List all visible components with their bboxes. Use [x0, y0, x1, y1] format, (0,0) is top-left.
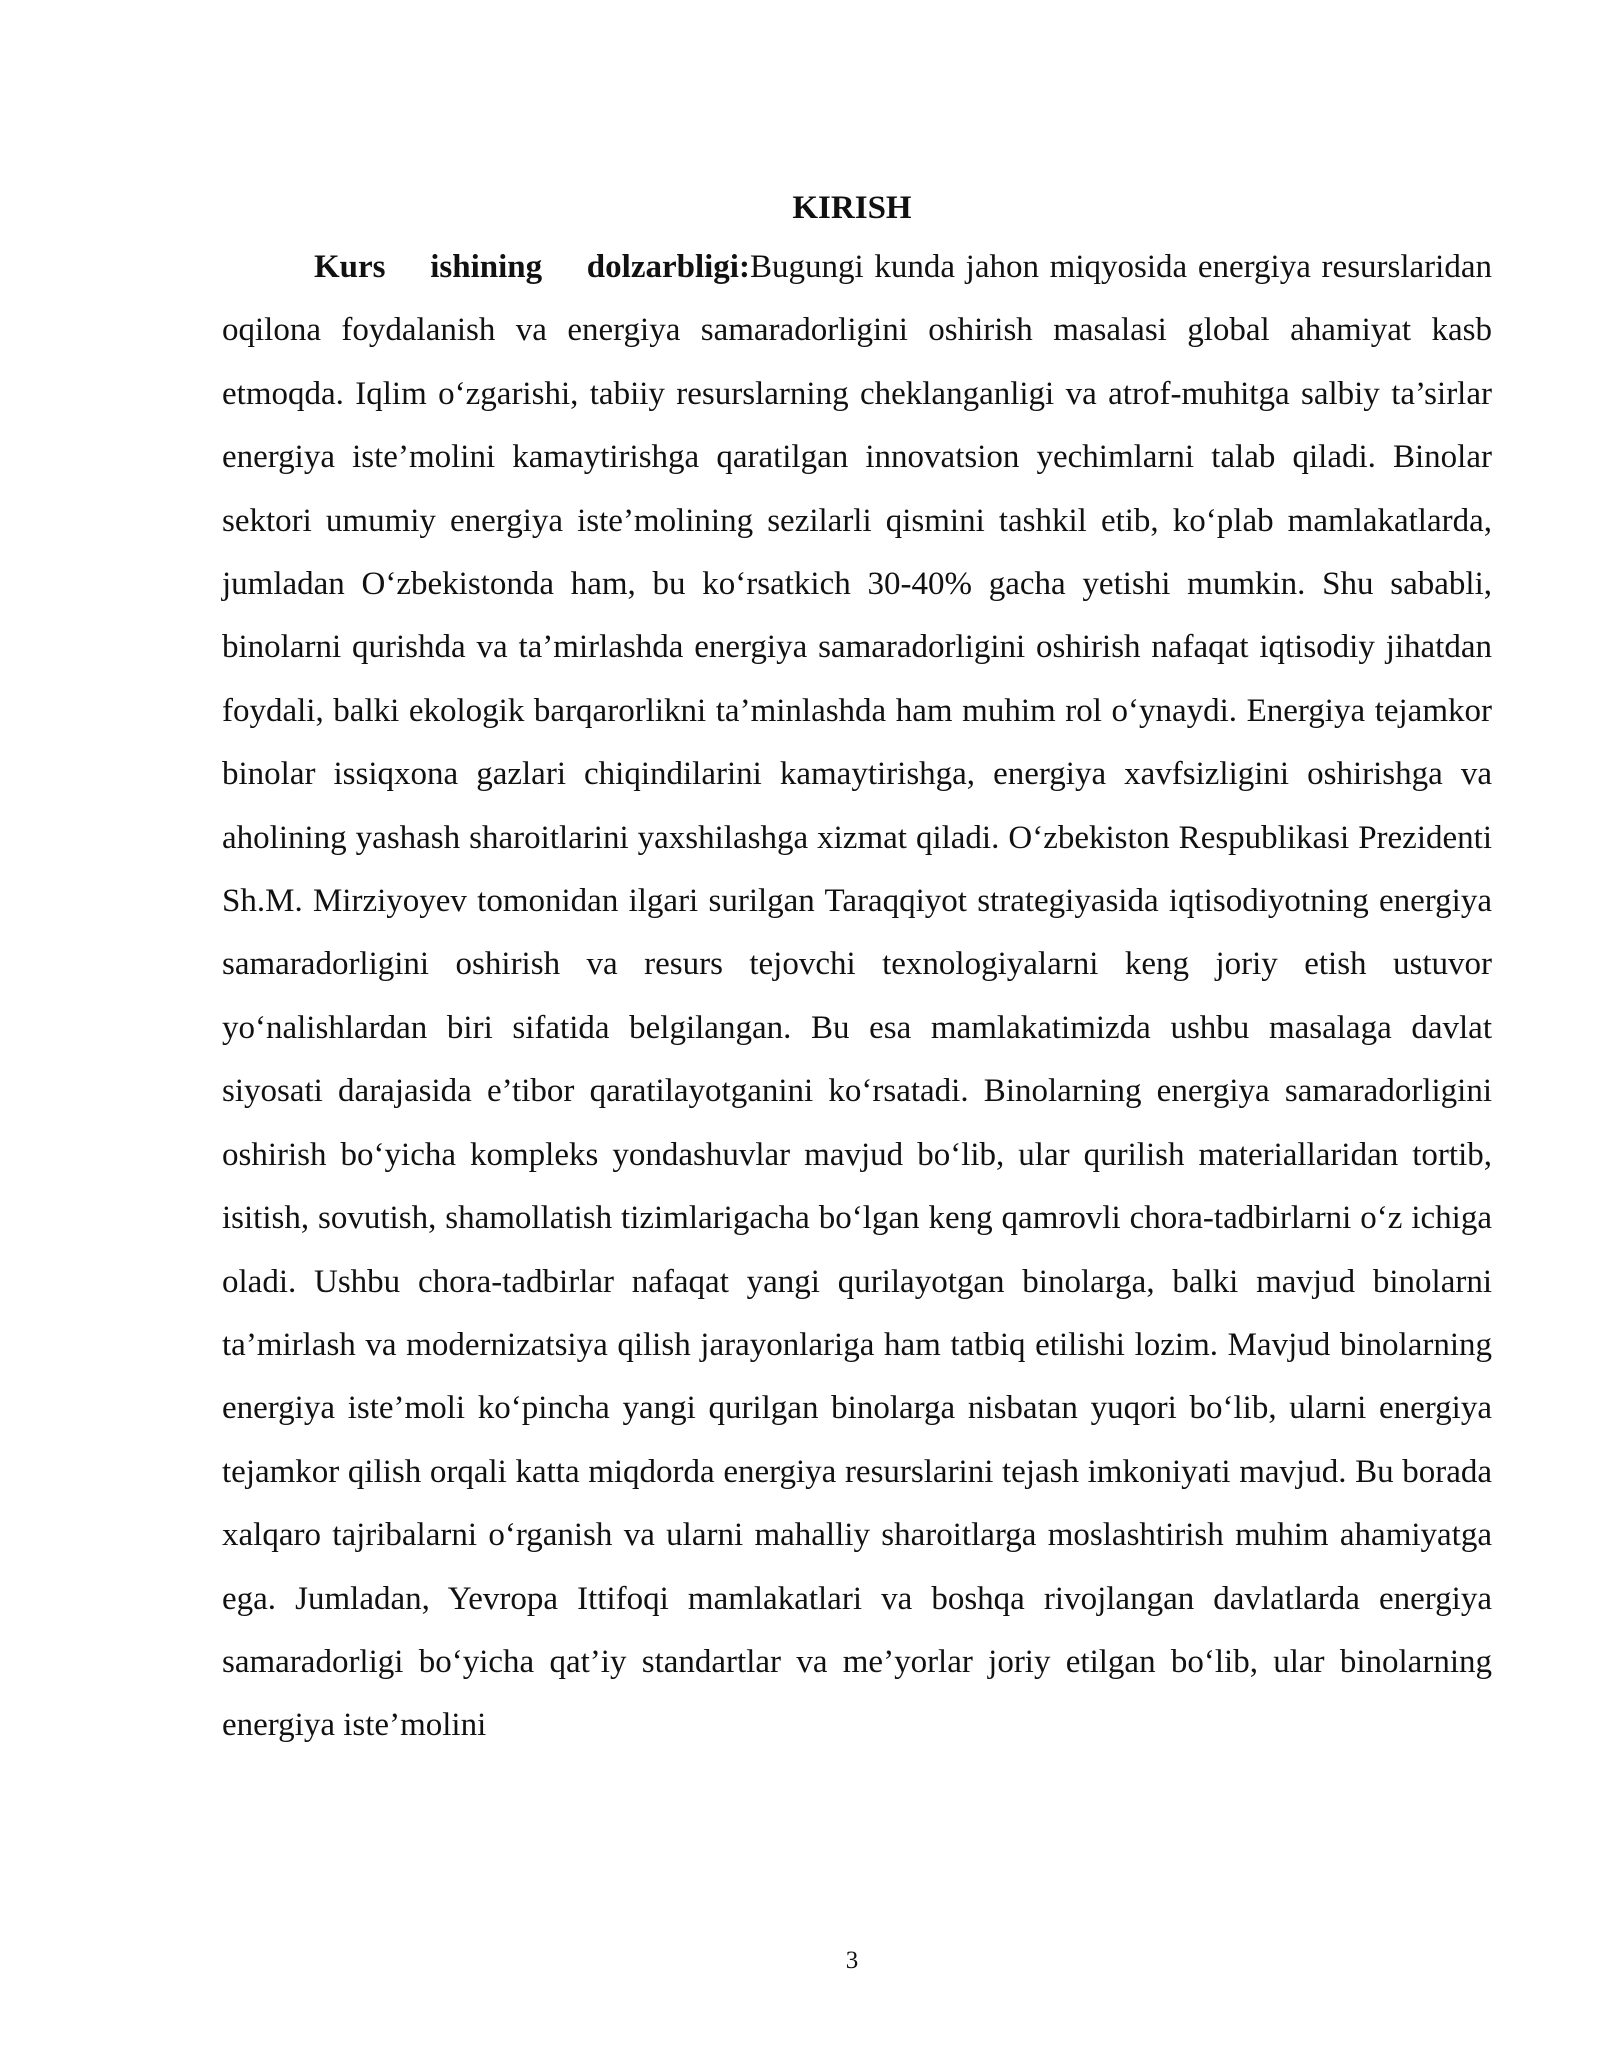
- section-heading: KIRISH: [792, 190, 912, 226]
- paragraph-text: Bugungi kunda jahon miqyosida energiya resurslaridan oqilona foydalanish va energiya samaradorligini oshirish masalasi global ahamiyat kasb etmoqda. Iqlim o‘zgarishi, tabiiy resurslarning cheklanganligi va atrof-muhitga salbiy ta’sirlar energiya iste’molini kamaytirishga qaratilgan innovatsion yechimlarni talab qiladi. Binolar sektori umumiy energiya iste’molining sezilarli qismini tashkil etib, ko‘plab mamlakatlarda, jumladan O‘zbekistonda ham, bu ko‘rsatkich 30-40% gacha yetishi mumkin. Shu sababli, binolarni qurishda va ta’mirlashda energiya samaradorligini oshirish nafaqat iqtisodiy jihatdan foydali, balki ekologik barqarorlikni ta’minlashda ham muhim rol o‘ynaydi. Energiya tejamkor binolar issiqxona gazlari chiqindilarini kamaytirishga, energiya xavfsizligini oshirishga va aholining yashash sharoitlarini yaxshilashga xizmat qiladi. O‘zbekiston Respublikasi Prezidenti Sh.M. Mirziyoyev tomonidan ilgari surilgan Taraqqiyot strategiyasida iqtisodiyotning energiya samaradorligini oshirish va resurs tejovchi texnologiyalarni keng joriy etish ustuvor yo‘nalishlardan biri sifatida belgilangan. Bu esa mamlakatimizda ushbu masalaga davlat siyosati darajasida e’tibor qaratilayotganini ko‘rsatadi. Binolarning energiya samaradorligini oshirish bo‘yicha kompleks yondashuvlar mavjud bo‘lib, ular qurilish materiallaridan tortib, isitish, sovutish, shamollatish tizimlarigacha bo‘lgan keng qamrovli chora-tadbirlarni o‘z ichiga oladi. Ushbu chora-tadbirlar nafaqat yangi qurilayotgan binolarga, balki mavjud binolarni ta’mirlash va modernizatsiya qilish jarayonlariga ham tatbiq etilishi lozim. Mavjud binolarning energiya iste’moli ko‘pincha yangi qurilgan binolarga nisbatan yuqori bo‘lib, ularni energiya tejamkor qilish orqali katta miqdorda energiya resurslarini tejash imkoniyati mavjud. Bu borada xalqaro tajribalarni o‘rganish va ularni mahalliy sharoitlarga moslashtirish muhim ahamiyatga ega. Jumladan, Yevropa Ittifoqi mamlakatlari va boshqa rivojlangan davlatlarda energiya samaradorligi bo‘yicha qat’iy standartlar va me’yorlar joriy etilgan bo‘lib, ular binolarning energiya iste’molini: [222, 249, 1492, 1744]
- body-paragraph: [222, 236, 1492, 1758]
- page-number: 3: [845, 1947, 859, 1974]
- lead-label: Kurs ishining dolzarbligi:: [314, 249, 750, 285]
